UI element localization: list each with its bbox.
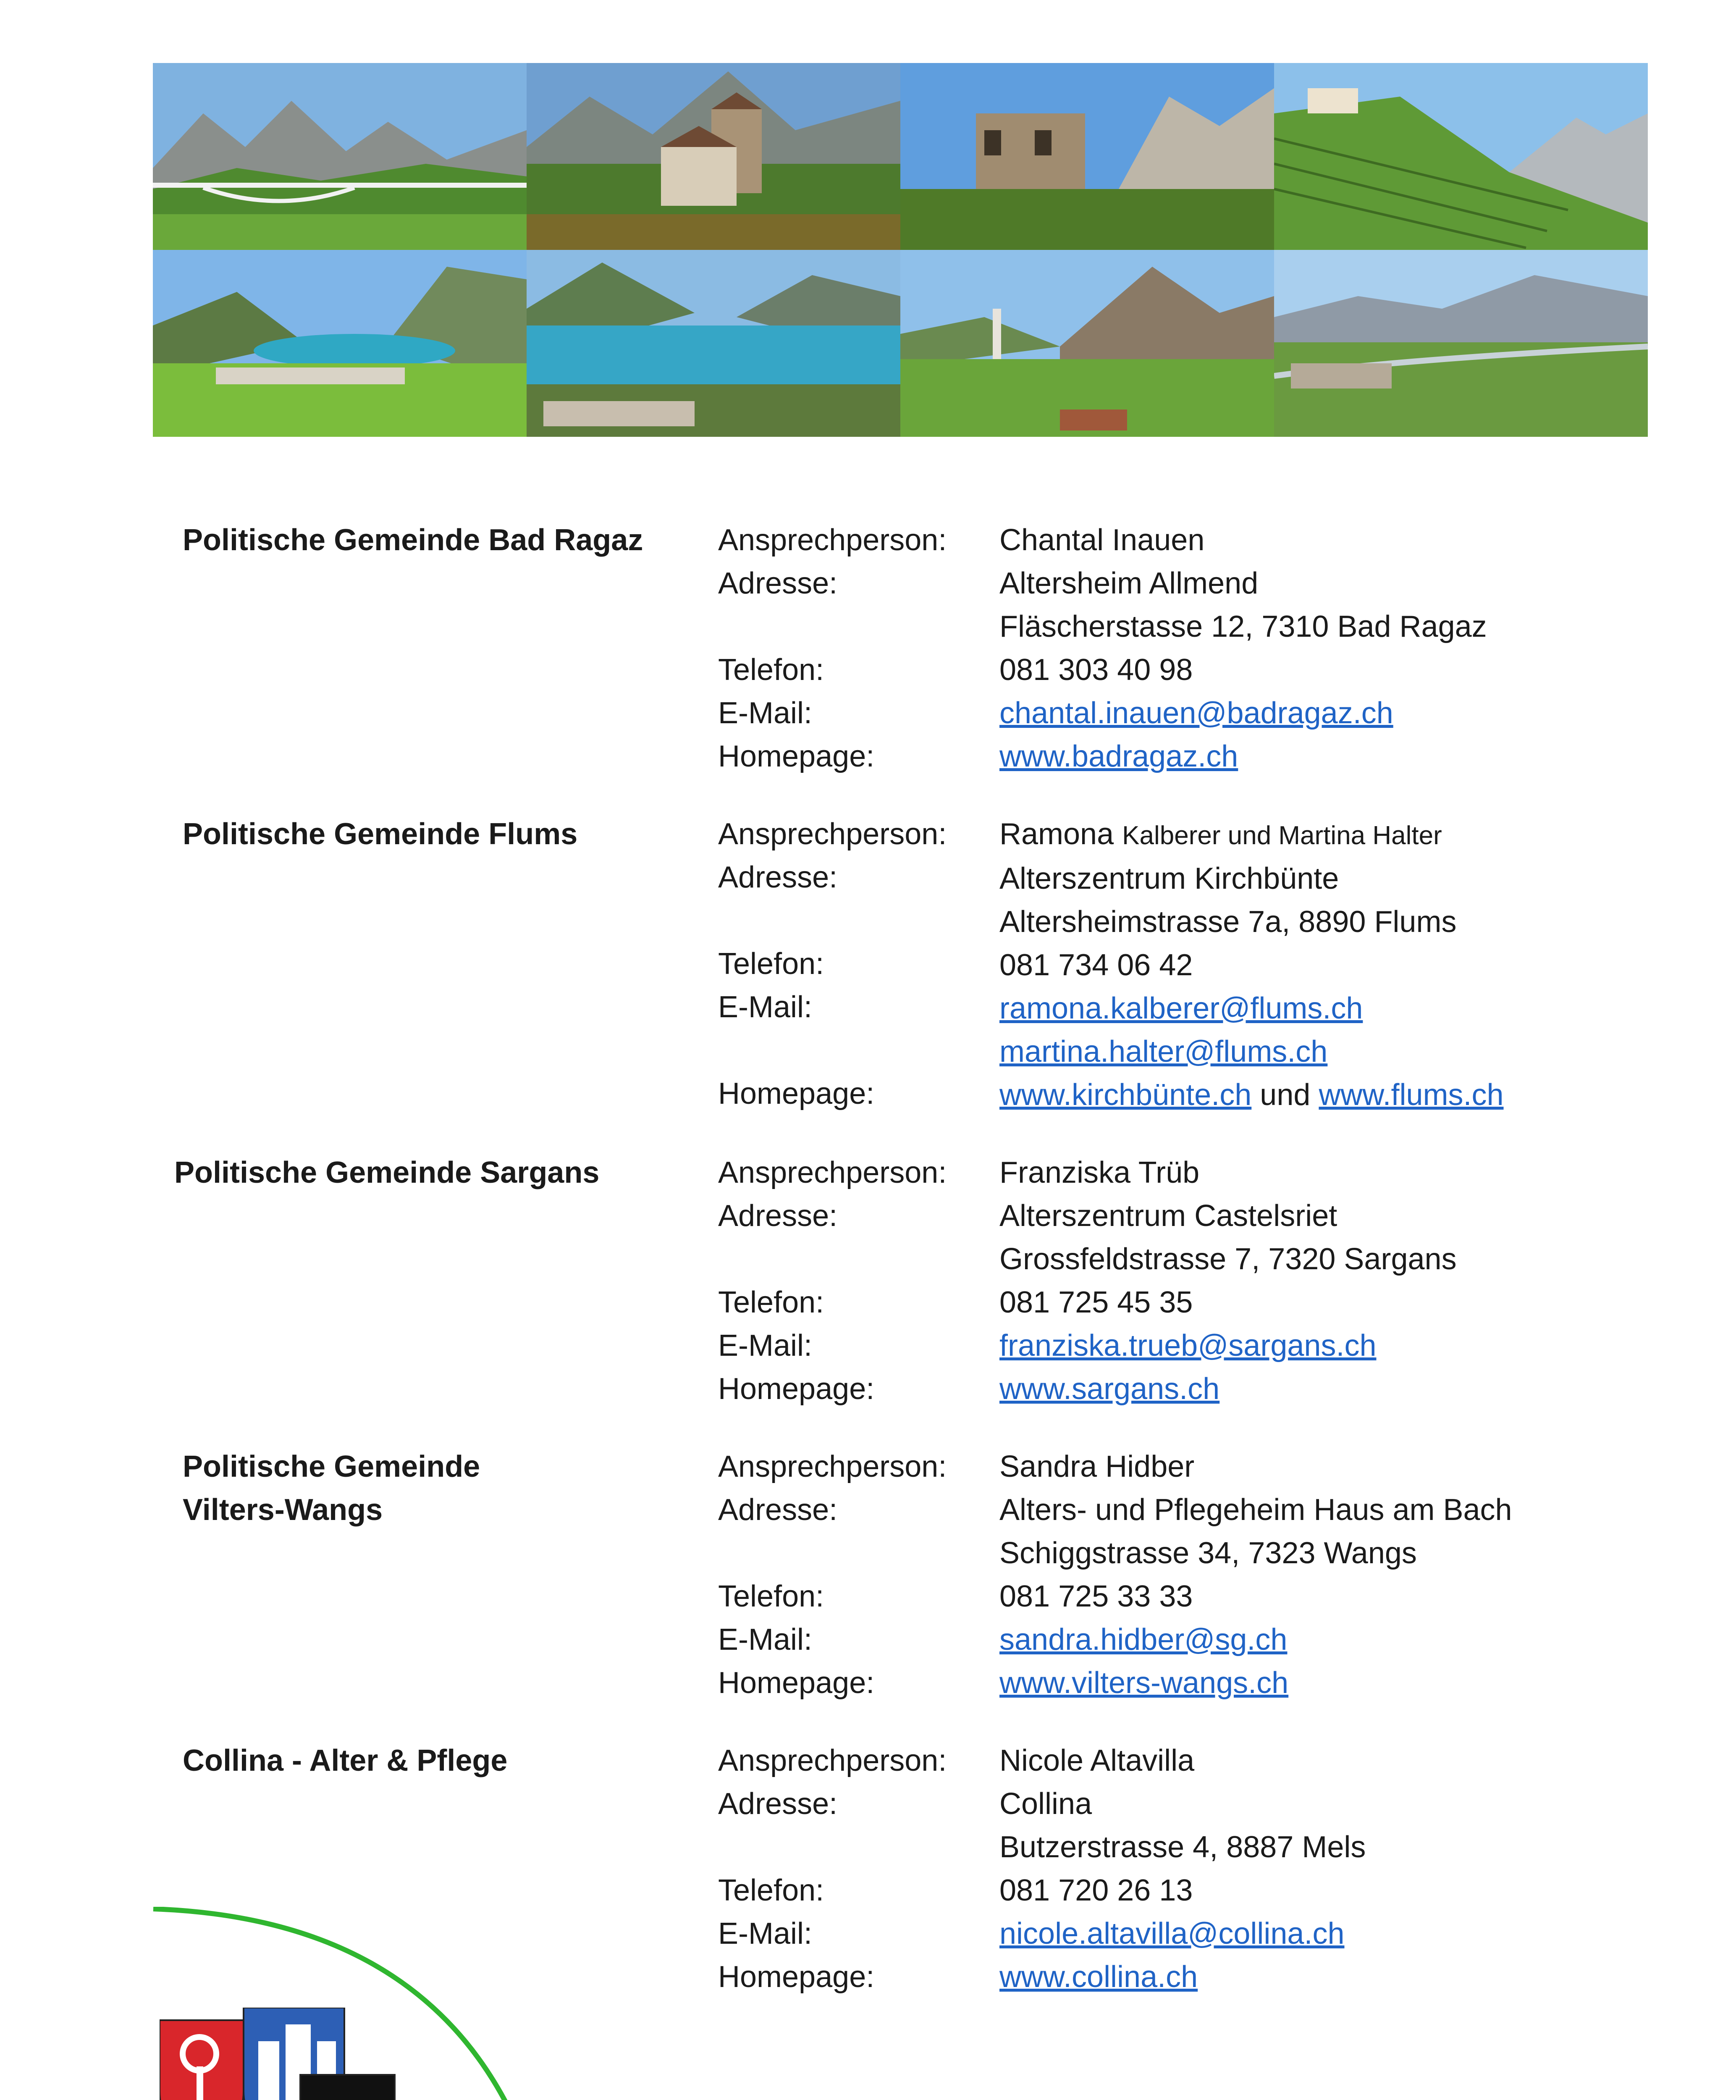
label-contact: Ansprechperson: xyxy=(718,523,947,557)
label-contact: Ansprechperson: xyxy=(718,1744,947,1777)
label-contact: Ansprechperson: xyxy=(718,817,947,851)
label-email: E-Mail: xyxy=(718,1329,813,1362)
email-link[interactable]: chantal.inauen@badragaz.ch xyxy=(999,696,1393,730)
field-labels xyxy=(718,519,999,778)
homepage-link[interactable]: www.vilters-wangs.ch xyxy=(999,1666,1289,1700)
phone-number: 081 720 26 13 xyxy=(999,1874,1193,1907)
homepage-link-2[interactable]: www.flums.ch xyxy=(1319,1078,1504,1112)
organisation-name: Politische Gemeinde Sargans xyxy=(174,1156,600,1189)
label-email: E-Mail: xyxy=(718,1623,813,1656)
castle-sargans-photo xyxy=(527,63,900,250)
address-line-1: Alterszentrum Castelsriet xyxy=(999,1199,1337,1233)
label-address: Adresse: xyxy=(718,1199,838,1233)
municipal-coats-of-arms xyxy=(160,2008,521,2100)
label-phone: Telefon: xyxy=(718,1580,824,1613)
label-homepage: Homepage: xyxy=(718,1077,875,1110)
address-line-1: Collina xyxy=(999,1787,1092,1821)
label-homepage: Homepage: xyxy=(718,1372,875,1406)
address-line-1: Alterszentrum Kirchbünte xyxy=(999,862,1339,895)
bridge-landscape-photo xyxy=(153,63,527,250)
castle-ruin-photo xyxy=(900,63,1274,250)
field-values xyxy=(999,813,1629,1117)
homepage-join: und xyxy=(1260,1078,1311,1112)
contact-directory xyxy=(172,519,1642,2033)
homepage-link[interactable]: www.collina.ch xyxy=(999,1960,1198,1994)
field-labels xyxy=(718,1445,999,1705)
phone-number: 081 734 06 42 xyxy=(999,948,1193,982)
contact-entry xyxy=(172,1151,1642,1411)
label-contact: Ansprechperson: xyxy=(718,1156,947,1189)
organisation-name: Politische Gemeinde Vilters-Wangs xyxy=(183,1450,480,1527)
label-homepage: Homepage: xyxy=(718,740,875,773)
address-line-2: Altersheimstrasse 7a, 8890 Flums xyxy=(999,905,1457,939)
email-link-2[interactable]: martina.halter@flums.ch xyxy=(999,1035,1328,1068)
field-labels xyxy=(718,1151,999,1411)
email-link[interactable]: ramona.kalberer@flums.ch xyxy=(999,992,1363,1025)
rhine-valley-photo xyxy=(1274,250,1648,437)
phone-number: 081 725 45 35 xyxy=(999,1286,1193,1319)
crest-red-crozier-icon xyxy=(160,2020,244,2100)
field-labels xyxy=(718,813,999,1117)
organisation-name: Politische Gemeinde Bad Ragaz xyxy=(183,523,643,557)
contact-entry xyxy=(172,1445,1642,1705)
contact-person: Ramona Kalberer und Martina Halter xyxy=(999,817,1442,851)
label-homepage: Homepage: xyxy=(718,1666,875,1700)
organisation-name: Collina - Alter & Pflege xyxy=(183,1744,508,1777)
field-values xyxy=(999,1151,1629,1411)
contact-person: Franziska Trüb xyxy=(999,1156,1200,1189)
contact-person: Sandra Hidber xyxy=(999,1450,1195,1483)
label-address: Adresse: xyxy=(718,861,838,894)
label-address: Adresse: xyxy=(718,1493,838,1527)
label-phone: Telefon: xyxy=(718,653,824,687)
homepage-link[interactable]: www.badragaz.ch xyxy=(999,740,1238,773)
label-address: Adresse: xyxy=(718,1787,838,1821)
field-values xyxy=(999,519,1629,778)
phone-number: 081 725 33 33 xyxy=(999,1580,1193,1613)
crest-goose-icon xyxy=(300,2075,395,2100)
contact-entry xyxy=(172,813,1642,1117)
field-labels xyxy=(718,1739,999,1999)
label-address: Adresse: xyxy=(718,567,838,600)
label-email: E-Mail: xyxy=(718,696,813,730)
label-phone: Telefon: xyxy=(718,947,824,981)
homepage-link[interactable]: www.sargans.ch xyxy=(999,1372,1220,1406)
address-line-2: Fläscherstasse 12, 7310 Bad Ragaz xyxy=(999,610,1487,643)
phone-number: 081 303 40 98 xyxy=(999,653,1193,687)
label-homepage: Homepage: xyxy=(718,1960,875,1994)
email-link[interactable]: nicole.altavilla@collina.ch xyxy=(999,1917,1345,1950)
contact-person: Chantal Inauen xyxy=(999,523,1205,557)
address-line-2: Grossfeldstrasse 7, 7320 Sargans xyxy=(999,1242,1457,1276)
field-values xyxy=(999,1445,1629,1705)
address-line-1: Altersheim Allmend xyxy=(999,567,1259,600)
email-link[interactable]: franziska.trueb@sargans.ch xyxy=(999,1329,1377,1362)
contact-person: Nicole Altavilla xyxy=(999,1744,1195,1777)
label-phone: Telefon: xyxy=(718,1286,824,1319)
email-link[interactable]: sandra.hidber@sg.ch xyxy=(999,1623,1288,1656)
header-photo-collage xyxy=(153,63,1648,437)
label-phone: Telefon: xyxy=(718,1874,824,1907)
walensee-lake-photo xyxy=(527,250,900,437)
address-line-2: Schiggstrasse 34, 7323 Wangs xyxy=(999,1536,1417,1570)
vineyard-mountain-photo xyxy=(1274,63,1648,250)
village-mountain-photo xyxy=(900,250,1274,437)
label-email: E-Mail: xyxy=(718,1917,813,1950)
address-line-2: Butzerstrasse 4, 8887 Mels xyxy=(999,1830,1366,1864)
homepage-link[interactable]: www.kirchbünte.ch xyxy=(999,1078,1252,1112)
address-line-1: Alters- und Pflegeheim Haus am Bach xyxy=(999,1493,1512,1527)
organisation-name: Politische Gemeinde Flums xyxy=(183,817,578,851)
label-contact: Ansprechperson: xyxy=(718,1450,947,1483)
field-values xyxy=(999,1739,1629,1999)
label-email: E-Mail: xyxy=(718,990,813,1024)
lake-valley-photo xyxy=(153,250,527,437)
contact-entry xyxy=(172,519,1642,778)
